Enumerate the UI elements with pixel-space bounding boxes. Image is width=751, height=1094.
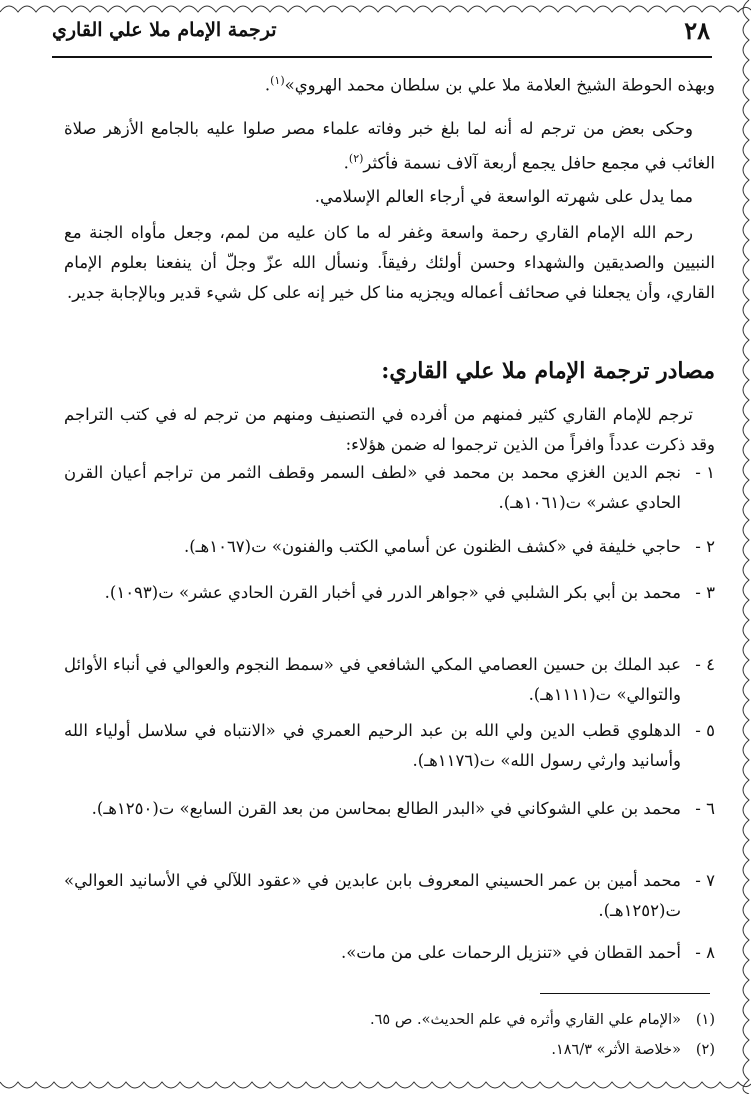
page-number: ٢٨: [684, 16, 710, 45]
source-text: عبد الملك بن حسين العصامي المكي الشافعي في «سمط النجوم والعوالي في أنباء الأوائل والتوالي» ت(١١١١هـ).: [64, 655, 681, 704]
footnote-number: (٢): [695, 1042, 715, 1058]
source-number: ١ -: [695, 463, 715, 482]
decorative-right-border: [735, 0, 751, 1094]
footnote-number: (١): [695, 1012, 715, 1028]
source-number: ٨ -: [695, 943, 715, 962]
source-number: ٢ -: [695, 537, 715, 556]
source-item: [64, 938, 715, 968]
paragraph: رحم الله الإمام القاري رحمة واسعة وغفر له ما كان عليه من لمم، وجعل مأواه الجنة مع النبيين والصديقين والشهداء وحسن أولئك رفيقاً. ونسأل الله عزّ وجلّ أن ينفعنا بعلوم الإمام القاري، وأن يجعلنا في صحائف أعماله ويجزيه منا كل خير إنه على كل شيء قدير وبالإجابة جدير.: [64, 223, 715, 302]
page-header: [52, 16, 710, 52]
source-item: [64, 458, 715, 518]
footnotes: [64, 1005, 715, 1065]
footnote-divider: [540, 993, 710, 994]
footnote: [64, 1035, 715, 1065]
paragraph: ترجم للإمام القاري كثير فمنهم من أفرده في التصنيف ومنهم من ترجم له في كتب التراجم وقد ذكرت عدداً وافراً من الذين ترجموا له ضمن هؤلاء:: [64, 405, 715, 454]
source-item: [64, 650, 715, 710]
source-item: [64, 578, 715, 608]
source-text: محمد بن علي الشوكاني في «البدر الطالع بمحاسن من بعد القرن السابع» ت(١٢٥٠هـ).: [91, 799, 681, 818]
source-text: حاجي خليفة في «كشف الظنون عن أسامي الكتب والفنون» ت(١٠٦٧هـ).: [184, 537, 681, 556]
paragraph: وحكى بعض من ترجم له أنه لما بلغ خبر وفاته علماء مصر صلوا عليه بالجامع الأزهر صلاة الغائب في مجمع حافل يجمع أربعة آلاف نسمة فأكثر$^{(٢)}$.: [64, 119, 715, 173]
source-item: [64, 866, 715, 926]
source-text: محمد أمين بن عمر الحسيني المعروف بابن عابدين في «عقود اللآلي في الأسانيد العوالي» ت(١٢٥٢هـ).: [64, 871, 681, 920]
source-text: الدهلوي قطب الدين ولي الله بن عبد الرحيم العمري في «الانتباه في سلاسل أولياء الله وأسانيد وارثي رسول الله» ت(١١٧٦هـ).: [64, 721, 681, 770]
source-item: [64, 794, 715, 824]
source-number: ٣ -: [695, 583, 715, 602]
source-number: ٥ -: [695, 721, 715, 740]
decorative-top-border: [0, 0, 751, 14]
source-number: ٧ -: [695, 871, 715, 890]
header-divider: [52, 56, 712, 58]
footnote: [64, 1005, 715, 1035]
source-text: أحمد القطان في «تنزيل الرحمات على من مات».: [340, 943, 681, 962]
paragraph: وبهذه الحوطة الشيخ العلامة ملا علي بن سلطان محمد الهروي»$^{(١)}$.: [264, 74, 715, 95]
running-title: ترجمة الإمام ملا علي القاري: [52, 19, 277, 41]
source-item: [64, 716, 715, 776]
source-number: ٦ -: [695, 799, 715, 818]
decorative-bottom-border: [0, 1080, 751, 1094]
source-text: نجم الدين الغزي محمد بن محمد في «لطف السمر وقطف الثمر من تراجم أعيان القرن الحادي عشر» ت(١٠٦١هـ).: [64, 463, 681, 512]
footnote-text: «الإمام علي القاري وأثره في علم الحديث». ص ٦٥.: [370, 1012, 681, 1028]
source-item: [64, 532, 715, 562]
paragraph-text: وحكى بعض من ترجم له أنه لما بلغ خبر وفاته علماء مصر صلوا عليه بالجامع الأزهر صلاة الغائب في مجمع حافل يجمع أربعة آلاف نسمة فأكثر: [64, 119, 715, 173]
paragraph-text: وبهذه الحوطة الشيخ العلامة ملا علي بن سلطان محمد الهروي»: [284, 75, 715, 95]
footnote-ref: (٢): [348, 152, 364, 165]
source-number: ٤ -: [695, 655, 715, 674]
paragraph: مما يدل على شهرته الواسعة في أرجاء العالم الإسلامي.: [314, 187, 693, 206]
source-text: محمد بن أبي بكر الشلبي في «جواهر الدرر في أخبار القرن الحادي عشر» ت(١٠٩٣).: [104, 583, 681, 602]
section-heading: مصادر ترجمة الإمام ملا علي القاري:: [381, 358, 715, 384]
footnote-text: «خلاصة الأثر» ١٨٦/٣.: [551, 1042, 681, 1058]
footnote-ref: (١): [270, 74, 285, 87]
